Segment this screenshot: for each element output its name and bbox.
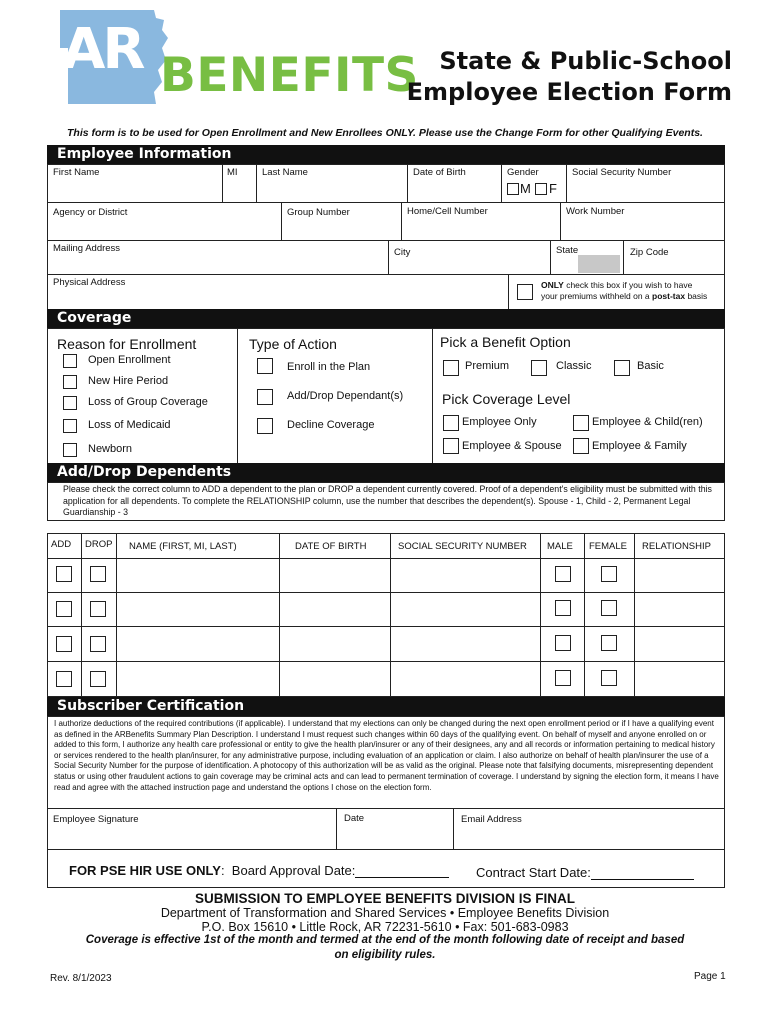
posttax-checkbox[interactable] [517,284,533,300]
action-add-drop-checkbox[interactable] [257,389,273,405]
city-field[interactable]: City [394,247,411,258]
mi-field[interactable]: MI [227,167,238,178]
dep-row2-drop-checkbox[interactable] [90,601,106,617]
certification-heading: Subscriber Certification [47,697,725,716]
reason-loss-medicaid-checkbox[interactable] [63,419,77,433]
level-label: Employee Only [462,416,537,428]
gender-f-checkbox[interactable] [535,183,547,195]
dep-row4-drop-checkbox[interactable] [90,671,106,687]
logo-ar-text: AR [62,17,143,82]
dep-row1-drop-checkbox[interactable] [90,566,106,582]
signature-date-field[interactable]: Date [344,813,365,824]
dep-row1-male-checkbox[interactable] [555,566,571,582]
level-title: Pick Coverage Level [442,391,571,407]
level-employee-only-checkbox[interactable] [443,415,459,431]
col-dob: DATE OF BIRTH [295,541,367,552]
last-name-field[interactable]: Last Name [262,167,308,178]
effective-line1: Coverage is effective 1st of the month and termed at the end of the month following date of receipt and based [85,934,685,946]
address-line: P.O. Box 15610 • Little Rock, AR 72231-5610 • Fax: 501-683-0983 [201,920,569,934]
group-number-field[interactable]: Group Number [287,207,350,218]
effective-line2: on eligibility rules. [334,949,436,961]
first-name-field[interactable]: First Name [53,167,100,178]
employee-signature-field[interactable]: Employee Signature [53,814,139,825]
zip-field[interactable]: Zip Code [630,247,669,258]
col-drop: DROP [85,539,113,550]
state-field-shade[interactable] [578,255,620,273]
level-label: Employee & Family [592,440,687,452]
gender-m-label: M [520,181,531,196]
agency-field[interactable]: Agency or District [53,207,128,218]
benefit-premium-checkbox[interactable] [443,360,459,376]
action-label: Add/Drop Dependant(s) [287,390,404,402]
level-label: Employee & Spouse [462,440,562,452]
logo-benefits-text: BENEFITS [160,48,419,103]
pse-line: FOR PSE HIR USE ONLY: Board Approval Date: [69,863,449,878]
action-label: Decline Coverage [287,419,375,431]
benefit-label: Premium [465,360,510,372]
dep-row3-add-checkbox[interactable] [56,636,72,652]
reason-title: Reason for Enrollment [57,336,197,352]
physical-address-field[interactable]: Physical Address [53,277,126,288]
revision-date: Rev. 8/1/2023 [50,973,112,984]
col-name: NAME (FIRST, MI, LAST) [129,541,237,552]
page-number: Page 1 [694,971,726,982]
benefit-title: Pick a Benefit Option [440,334,571,350]
action-label: Enroll in the Plan [287,361,371,373]
col-female: FEMALE [589,541,628,552]
posttax-note: ONLY check this box if you wish to have your premiums withheld on a post-tax basis [541,280,708,301]
dep-row2-male-checkbox[interactable] [555,600,571,616]
benefit-classic-checkbox[interactable] [531,360,547,376]
contract-line: Contract Start Date: [476,865,694,880]
dep-row1-add-checkbox[interactable] [56,566,72,582]
email-address-field[interactable]: Email Address [461,814,522,825]
dep-row4-add-checkbox[interactable] [56,671,72,687]
reason-new-hire-checkbox[interactable] [63,375,77,389]
benefit-label: Classic [556,360,592,372]
level-employee-children-checkbox[interactable] [573,415,589,431]
dependents-instructions: Please check the correct column to ADD a dependent to the plan or DROP a dependent currently covered. Proof of a dependent's eligibility must be submitted with this application for all dependents. To complete the RELATIONSHIP column, use the number that describes the dependent(s). Spouse - 1, Child - 2, Permanent Legal Guardianship - 3 [63,484,712,517]
col-male: MALE [547,541,573,552]
level-employee-family-checkbox[interactable] [573,438,589,454]
dep-row3-male-checkbox[interactable] [555,635,571,651]
col-relationship: RELATIONSHIP [642,541,711,552]
dependents-heading: Add/Drop Dependents [47,463,725,482]
dep-row3-female-checkbox[interactable] [601,635,617,651]
level-label: Employee & Child(ren) [592,416,703,428]
action-enroll-checkbox[interactable] [257,358,273,374]
reason-label: Newborn [88,443,133,455]
reason-open-enrollment-checkbox[interactable] [63,354,77,368]
col-add: ADD [51,539,72,550]
gender-f-label: F [549,181,557,196]
dep-row2-add-checkbox[interactable] [56,601,72,617]
usage-note: This form is to be used for Open Enrollment and New Enrollees ONLY. Please use the Change Form for other Qualifying Events. [67,127,703,139]
benefit-label: Basic [637,360,664,372]
certification-text: I authorize deductions of the required contributions (if applicable). I understand that my elections can only be changed during the next open enrollment period or if I have a qualifying event as defined in the ARBenefits Summary Plan Description. I understand I must request such changes within 60 days of the qualifying event. On behalf of myself and anyone enrolled on or added to this form, I authorize any health care professional or entity to give the health plan/insurer or any of their designees, any and all records or information pertaining to medical history or services rendered to the health plan/insurer, for any administrative purpose, including evaluation of an application or claim. I also authorize on behalf of health plan/insurer the use of a Social Security Number for the purpose of identification. A photocopy of this authorization will be as valid as the original. Please note that falsifying documents, misrepresenting dependent status or using other fraudulent actions to gain coverage may be criminal acts and can lead to permanent termination of coverage. I understand by signing the election form, it means I have read and agree with the attached instruction page and understand the options I chose on the election form. [54,719,719,792]
submission-final: SUBMISSION TO EMPLOYEE BENEFITS DIVISION IS FINAL [194,891,576,906]
department-line: Department of Transformation and Shared Services • Employee Benefits Division [160,906,610,920]
action-decline-checkbox[interactable] [257,418,273,434]
dep-row2-female-checkbox[interactable] [601,600,617,616]
dep-row4-female-checkbox[interactable] [601,670,617,686]
reason-label: Loss of Group Coverage [88,396,208,408]
form-title: State & Public-School Employee Election Form [406,47,732,106]
work-phone-field[interactable]: Work Number [566,206,625,217]
coverage-heading: Coverage [47,309,725,328]
level-employee-spouse-checkbox[interactable] [443,438,459,454]
reason-label: Loss of Medicaid [88,419,171,431]
gender-label: Gender [507,167,539,178]
dob-field[interactable]: Date of Birth [413,167,466,178]
reason-label: Open Enrollment [88,354,171,366]
benefit-basic-checkbox[interactable] [614,360,630,376]
home-phone-field[interactable]: Home/Cell Number [407,206,488,217]
dep-row4-male-checkbox[interactable] [555,670,571,686]
reason-newborn-checkbox[interactable] [63,443,77,457]
col-ssn: SOCIAL SECURITY NUMBER [398,541,527,552]
state-label: State [556,245,579,256]
ssn-field[interactable]: Social Security Number [572,167,672,178]
reason-label: New Hire Period [88,375,169,387]
reason-loss-group-checkbox[interactable] [63,396,77,410]
gender-m-checkbox[interactable] [507,183,519,195]
dep-row1-female-checkbox[interactable] [601,566,617,582]
employee-info-heading: Employee Information [47,145,725,164]
mailing-address-field[interactable]: Mailing Address [53,243,121,254]
action-title: Type of Action [249,336,337,352]
dep-row3-drop-checkbox[interactable] [90,636,106,652]
